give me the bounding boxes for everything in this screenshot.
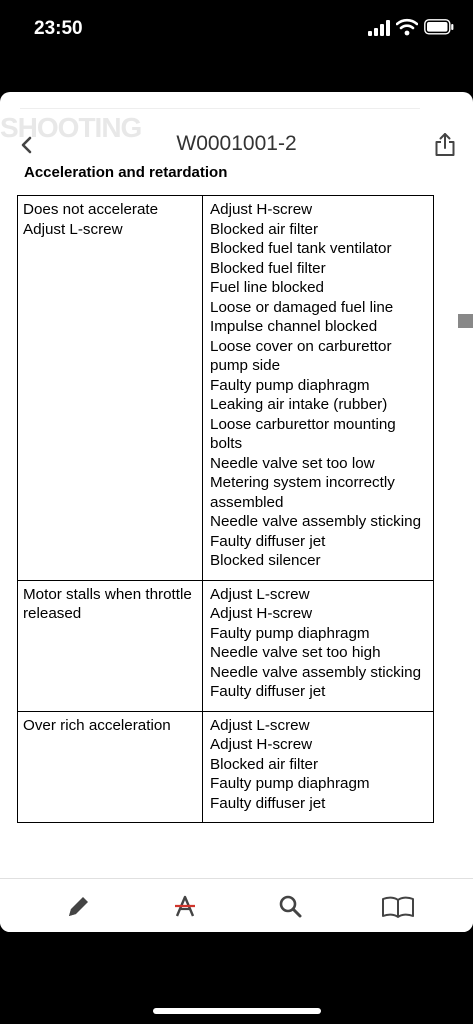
remedy-item: Faulty pump diaphragm [210, 775, 370, 792]
remedy-item: Blocked fuel filter [210, 259, 326, 277]
scrollbar-thumb[interactable] [458, 314, 473, 328]
remedy-item: Fuel line blocked [210, 279, 324, 296]
remedy-item: Needle valve assembly sticking [210, 513, 422, 530]
background-heading: SHOOTING [0, 112, 142, 143]
remedy-item: Adjust H-screw [210, 736, 313, 753]
troubleshooting-table [17, 195, 434, 823]
symptom-line: Motor stalls when throttle [23, 585, 192, 603]
remedy-item: Loose or damaged fuel line [210, 298, 394, 316]
remedy-item: Faulty diffuser jet [210, 683, 326, 700]
battery-icon [424, 19, 454, 35]
remedy-item: Faulty pump diaphragm [210, 376, 370, 394]
symptom-line: Over rich acceleration [23, 716, 171, 734]
symptom-cell [18, 196, 203, 581]
symptom-cell [18, 580, 203, 711]
remedy-item: Blocked air filter [210, 220, 319, 238]
tab-bar [0, 878, 473, 932]
book-icon[interactable] [381, 893, 415, 921]
status-time: 23:50 [34, 18, 83, 39]
remedy-item: Blocked air filter [210, 755, 319, 773]
remedy-item: Leaking air intake (rubber) [210, 396, 388, 413]
remedy-item: Adjust L-screw [210, 716, 310, 734]
remedy-item: Faulty diffuser jet [210, 794, 326, 812]
remedy-item: Faulty pump diaphragm [210, 624, 370, 642]
table-row [18, 711, 434, 823]
remedy-item: Adjust H-screw [210, 201, 313, 218]
share-button[interactable] [432, 130, 458, 160]
remedy-item: Impulse channel blocked [210, 318, 378, 335]
section-heading: Acceleration and retardation [24, 164, 228, 181]
symptom-cell [18, 711, 203, 823]
remedy-item: Faulty diffuser jet [210, 532, 326, 550]
table-row [18, 580, 434, 711]
remedy-item: Blocked fuel tank ventilator [210, 240, 392, 257]
table-row [18, 196, 434, 581]
remedy-item: Adjust L-screw [210, 585, 310, 603]
background-divider [20, 108, 420, 109]
remedy-item: Adjust H-screw [210, 605, 313, 622]
remedy-cell [203, 580, 434, 711]
remedy-item: Loose carburettor mounting bolts [210, 415, 396, 452]
page-title: W0001001-2 [176, 132, 297, 155]
search-icon[interactable] [276, 893, 304, 921]
text-style-icon[interactable] [171, 893, 199, 921]
remedy-cell [203, 196, 434, 581]
symptom-line: Does not accelerate [23, 201, 159, 218]
cellular-signal-icon [368, 20, 390, 36]
status-bar [0, 0, 473, 60]
remedy-item: Needle valve set too high [210, 644, 381, 661]
home-indicator[interactable] [153, 1008, 321, 1014]
symptom-line: Adjust L-screw [23, 220, 123, 238]
remedy-cell [203, 711, 434, 823]
remedy-item: Needle valve set too low [210, 454, 375, 472]
remedy-item: Blocked silencer [210, 552, 321, 569]
pencil-icon[interactable] [64, 893, 92, 921]
wifi-icon [396, 18, 418, 36]
symptom-line: released [23, 605, 82, 622]
document-sheet [0, 92, 473, 932]
remedy-item: Loose cover on carburettor pump side [210, 337, 392, 374]
nav-header [0, 120, 473, 170]
remedy-item: Needle valve assembly sticking [210, 663, 422, 681]
remedy-item: Metering system incorrectly assembled [210, 474, 395, 511]
